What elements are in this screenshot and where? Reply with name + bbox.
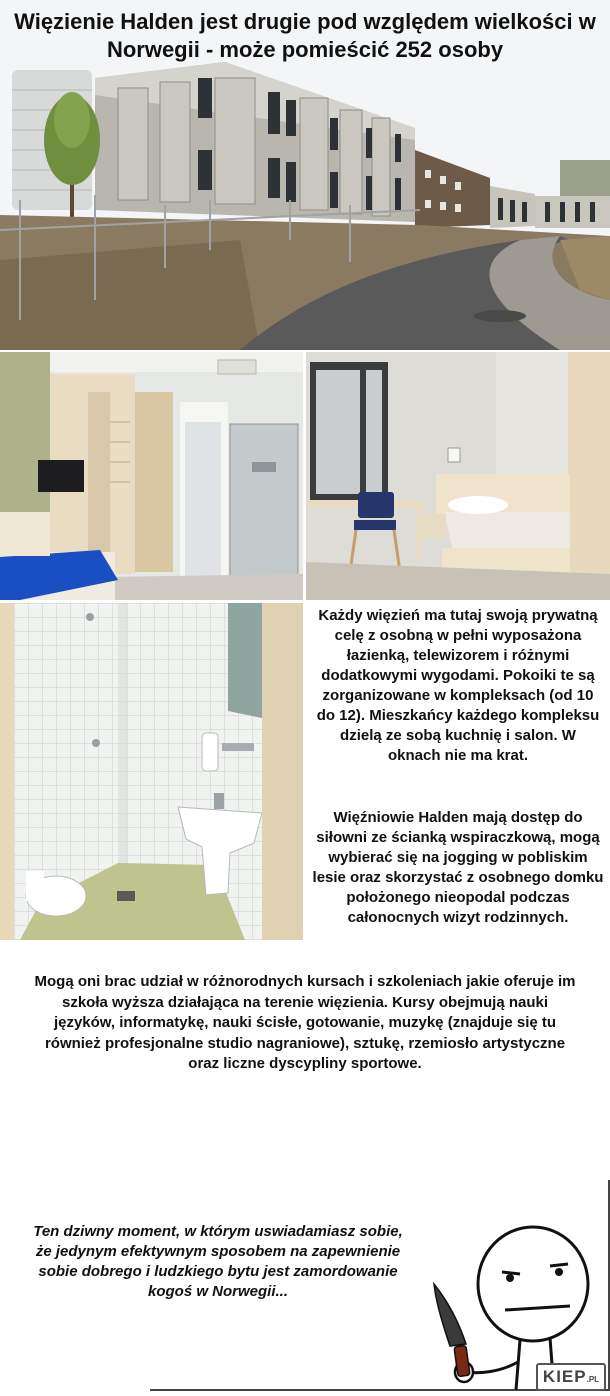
kiep-logo: [536, 1363, 606, 1391]
prison-cell-photo: [0, 352, 303, 600]
prison-cell-illustration: [0, 352, 303, 600]
meme-caption: Ten dziwny moment, w którym uswiadamiasz sobie, że jedynym efektywnym sposobem na zapewnienie sobie dobrego i ludzkiego bytu jest zamordowanie kogoś w Norwegii...: [33, 1223, 403, 1300]
paragraph-gym: Więźniowie Halden mają dostęp do siłowni ze ścianką wspiraczkową, mogą wybierać się na jogging w pobliskim lesie oraz skorzystać z osobnego domku położonego nieopodal podczas całonocnych wizyt rodzinnych.: [312, 809, 604, 926]
page-title: Więzienie Halden jest drugie pod względem wielkości w Norwegii - może pomieścić 252 osoby: [14, 9, 596, 62]
left-eye: [502, 1272, 520, 1274]
prison-bathroom-photo: [0, 603, 303, 940]
paragraph-courses: Mogą oni brac udział w różnorodnych kursach i szkoleniach jakie oferuje im szkoła wyższa działająca na terenie więzienia. Kursy obejmują nauki języków, informatykę, nauki ścisłe, gotowanie, muzykę (znajduje się tu również profesjonalne studio nagraniowe), sztukę, rzemiosło artystyczne oraz liczne dyscypliny sportowe.: [34, 973, 576, 1072]
logo-text: KIEP: [542, 1367, 587, 1386]
prison-cell-photo-2: [306, 352, 610, 600]
paragraph-cells: Każdy więzień ma tutaj swoją prywatną celę z osobną w pełni wyposażona łazienką, telewizorem i różnymi dodatkowymi wygodami. Pokoiki te są zorganizowane w kompleksach (od 10 do 12). Mieszkańcy każdego kompleksu dzielą ze sobą kuchnię i salon. W oknach nie ma krat.: [316, 607, 600, 764]
prison-bathroom-illustration: [0, 603, 303, 940]
prison-cell-illustration-2: [306, 352, 610, 600]
logo-suffix: .PL: [586, 1375, 600, 1384]
